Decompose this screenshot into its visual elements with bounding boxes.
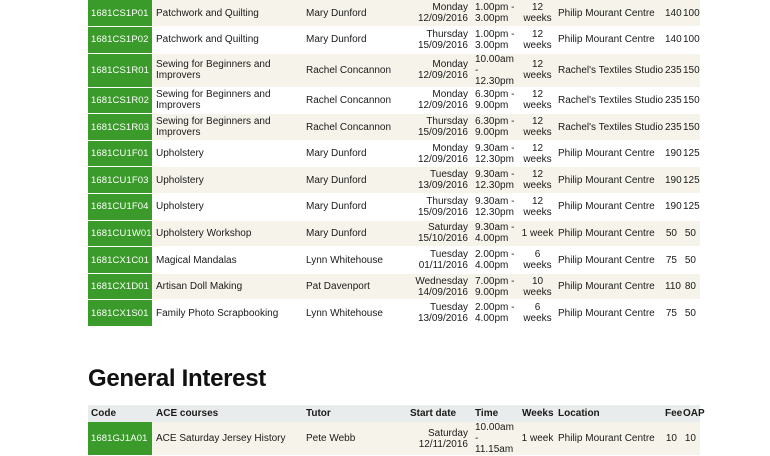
time-start: 10.00am - <box>475 53 514 76</box>
fee: 190 <box>665 140 683 167</box>
time <box>472 220 520 247</box>
course-name: Magical Mandalas <box>152 247 302 274</box>
start-date <box>406 422 472 456</box>
time <box>472 300 520 327</box>
tutor-name: Mary Dunford <box>302 27 406 54</box>
start-day: Tuesday <box>430 302 468 314</box>
location: Philip Mourant Centre <box>555 273 665 300</box>
location: Rachel's Textiles Studio <box>555 87 665 114</box>
location: Philip Mourant Centre <box>555 300 665 327</box>
start-date-value: 13/09/2016 <box>417 180 468 192</box>
weeks <box>520 114 555 141</box>
header-weeks: Weeks <box>520 405 555 422</box>
weeks-unit: weeks <box>523 39 552 51</box>
location: Philip Mourant Centre <box>555 0 665 27</box>
time <box>472 167 520 194</box>
start-date <box>406 300 472 327</box>
course-code: 1681CX1C01 <box>88 247 152 274</box>
tutor-name: Mary Dunford <box>302 194 406 221</box>
tutor-name: Rachel Concannon <box>302 87 406 114</box>
location: Philip Mourant Centre <box>555 247 665 274</box>
time <box>472 140 520 167</box>
weeks-count: 1 week <box>521 433 554 444</box>
course-code: 1681CS1P02 <box>88 27 152 54</box>
time-end: 4.00pm <box>475 260 509 272</box>
start-date <box>406 140 472 167</box>
header-oap: OAP <box>683 405 700 422</box>
weeks-count: 12 <box>531 89 544 101</box>
weeks-count: 12 <box>531 28 544 40</box>
time <box>472 194 520 221</box>
weeks <box>520 140 555 167</box>
time-end: 9.00pm <box>475 127 509 139</box>
time-start: 2.00pm - <box>475 302 515 314</box>
weeks-unit: weeks <box>523 70 552 82</box>
tutor-name: Mary Dunford <box>302 220 406 247</box>
weeks-unit: weeks <box>523 153 552 165</box>
header-time: Time <box>472 405 520 422</box>
oap-fee: 50 <box>683 300 700 327</box>
fee: 10 <box>665 422 683 456</box>
weeks-unit: weeks <box>523 100 552 112</box>
start-day: Tuesday <box>430 249 468 261</box>
start-date-value: 01/11/2016 <box>418 260 468 272</box>
course-name: Upholstery <box>152 140 302 167</box>
table-row <box>88 194 700 221</box>
start-date-value: 15/09/2016 <box>417 206 468 218</box>
fee: 190 <box>665 167 683 194</box>
time-start: 9.30am - <box>475 169 515 181</box>
start-date <box>406 167 472 194</box>
time-end: 11.15am <box>475 444 514 455</box>
start-date <box>406 27 472 54</box>
weeks-count: 12 <box>531 116 544 128</box>
start-date-value: 13/09/2016 <box>417 313 468 325</box>
tutor-name: Mary Dunford <box>302 167 406 194</box>
table-row <box>88 0 700 27</box>
start-date <box>406 87 472 114</box>
start-date-value: 12/11/2016 <box>418 438 468 450</box>
start-day: Saturday <box>427 222 468 234</box>
fee: 190 <box>665 194 683 221</box>
time <box>472 0 520 27</box>
start-date-value: 14/09/2016 <box>417 286 468 298</box>
time <box>472 273 520 300</box>
time-end: 4.00pm <box>475 313 509 325</box>
start-date-value: 12/09/2016 <box>417 100 468 112</box>
oap-fee: 80 <box>683 273 700 300</box>
header-fee: Fee <box>665 405 683 422</box>
start-date <box>406 273 472 300</box>
start-date <box>406 114 472 141</box>
time-start: 6.30pm - <box>475 116 515 128</box>
table-row <box>88 27 700 54</box>
time-start: 9.30am - <box>475 195 515 207</box>
time-end: 9.00pm <box>475 286 509 298</box>
time <box>472 27 520 54</box>
weeks-count: 6 <box>534 302 541 314</box>
course-name: Sewing for Beginners and Improvers <box>152 53 302 87</box>
course-name: Upholstery <box>152 167 302 194</box>
time-start: 9.30am - <box>475 222 515 234</box>
table-row <box>88 273 700 300</box>
location: Philip Mourant Centre <box>555 27 665 54</box>
time <box>472 422 520 456</box>
time <box>472 114 520 141</box>
weeks-unit: weeks <box>523 206 552 218</box>
header-location: Location <box>555 405 665 422</box>
location: Philip Mourant Centre <box>555 422 665 456</box>
tutor-name: Lynn Whitehouse <box>302 300 406 327</box>
weeks <box>520 300 555 327</box>
start-day: Monday <box>432 2 468 14</box>
weeks-unit: weeks <box>523 127 552 139</box>
time-end: 12.30pm <box>475 206 514 218</box>
course-code: 1681CU1F03 <box>88 167 152 194</box>
time <box>472 87 520 114</box>
location: Rachel's Textiles Studio <box>555 53 665 87</box>
course-code: 1681CX1D01 <box>88 273 152 300</box>
location: Philip Mourant Centre <box>555 140 665 167</box>
table-row <box>88 167 700 194</box>
fee: 75 <box>665 247 683 274</box>
fee: 235 <box>665 114 683 141</box>
weeks <box>520 167 555 194</box>
table-row <box>88 247 700 274</box>
course-code: 1681CU1F04 <box>88 194 152 221</box>
header-tutor: Tutor <box>302 405 406 422</box>
header-code: Code <box>88 405 152 422</box>
start-date-value: 15/10/2016 <box>417 233 468 245</box>
start-day: Thursday <box>426 116 468 128</box>
tutor-name: Pete Webb <box>302 422 406 456</box>
weeks <box>520 53 555 87</box>
weeks-count: 10 <box>531 275 544 287</box>
weeks <box>520 273 555 300</box>
tutor-name: Rachel Concannon <box>302 53 406 87</box>
table-row <box>88 53 700 87</box>
oap-fee: 150 <box>683 53 700 87</box>
course-name: Sewing for Beginners and Improvers <box>152 87 302 114</box>
oap-fee: 150 <box>683 87 700 114</box>
start-date <box>406 0 472 27</box>
time-end: 12.30pm <box>475 75 514 87</box>
course-code: 1681CU1F01 <box>88 140 152 167</box>
course-table-general-interest <box>88 405 705 456</box>
fee: 110 <box>665 273 683 300</box>
weeks-unit: weeks <box>523 313 552 325</box>
course-code: 1681CU1W01 <box>88 220 152 247</box>
time-start: 1.00pm - <box>475 28 515 40</box>
time-end: 4.00pm <box>475 233 509 245</box>
time <box>472 53 520 87</box>
fee: 235 <box>665 87 683 114</box>
header-start-date: Start date <box>406 405 472 422</box>
time-end: 12.30pm <box>475 153 514 165</box>
course-code: 1681CS1R03 <box>88 114 152 141</box>
start-day: Monday <box>432 59 468 71</box>
start-date <box>406 194 472 221</box>
oap-fee: 150 <box>683 114 700 141</box>
oap-fee: 125 <box>683 167 700 194</box>
start-date-value: 12/09/2016 <box>417 13 468 25</box>
start-day: Wednesday <box>415 275 468 287</box>
weeks <box>520 422 555 456</box>
location: Rachel's Textiles Studio <box>555 114 665 141</box>
table-header-row <box>88 405 700 422</box>
fee: 75 <box>665 300 683 327</box>
time <box>472 247 520 274</box>
weeks-count: 12 <box>531 2 544 14</box>
weeks <box>520 247 555 274</box>
tutor-name: Lynn Whitehouse <box>302 247 406 274</box>
fee: 50 <box>665 220 683 247</box>
weeks-unit: weeks <box>523 180 552 192</box>
time-start: 9.30am - <box>475 142 515 154</box>
time-end: 3.00pm <box>475 13 509 25</box>
tutor-name: Pat Davenport <box>302 273 406 300</box>
course-name: ACE Saturday Jersey History <box>152 422 302 456</box>
weeks-count: 12 <box>531 169 544 181</box>
start-day: Monday <box>432 89 468 101</box>
start-date-value: 15/09/2016 <box>417 39 468 51</box>
location: Philip Mourant Centre <box>555 194 665 221</box>
course-name: Upholstery Workshop <box>152 220 302 247</box>
course-table-textiles <box>88 0 700 327</box>
start-day: Saturday <box>427 427 468 439</box>
start-date-value: 12/09/2016 <box>417 153 468 165</box>
oap-fee: 125 <box>683 194 700 221</box>
time-end: 9.00pm <box>475 100 509 112</box>
course-name: Patchwork and Quilting <box>152 27 302 54</box>
course-name: Sewing for Beginners and Improvers <box>152 114 302 141</box>
weeks-unit: weeks <box>523 13 552 25</box>
time-start: 7.00pm - <box>475 275 515 287</box>
weeks <box>520 27 555 54</box>
weeks-unit: weeks <box>523 260 552 272</box>
start-date-value: 15/09/2016 <box>417 127 468 139</box>
weeks-unit: weeks <box>523 286 552 298</box>
start-date <box>406 53 472 87</box>
time-start: 6.30pm - <box>475 89 515 101</box>
table-row <box>88 87 700 114</box>
start-date <box>406 247 472 274</box>
oap-fee: 100 <box>683 0 700 27</box>
course-code: 1681GJ1A01 <box>88 422 152 456</box>
course-code: 1681CS1R01 <box>88 53 152 87</box>
weeks <box>520 194 555 221</box>
tutor-name: Rachel Concannon <box>302 114 406 141</box>
course-name: Family Photo Scrapbooking <box>152 300 302 327</box>
time-end: 3.00pm <box>475 39 509 51</box>
fee: 235 <box>665 53 683 87</box>
course-name: Artisan Doll Making <box>152 273 302 300</box>
time-start: 2.00pm - <box>475 249 515 261</box>
weeks-count: 6 <box>534 249 541 261</box>
oap-fee: 10 <box>683 422 700 456</box>
start-date <box>406 220 472 247</box>
table-row <box>88 220 700 247</box>
weeks-count: 12 <box>531 59 544 71</box>
tutor-name: Mary Dunford <box>302 140 406 167</box>
location: Philip Mourant Centre <box>555 167 665 194</box>
start-date-value: 12/09/2016 <box>417 70 468 82</box>
time-end: 12.30pm <box>475 180 514 192</box>
table-row <box>88 422 700 456</box>
weeks <box>520 87 555 114</box>
weeks-count: 12 <box>531 195 544 207</box>
oap-fee: 125 <box>683 140 700 167</box>
oap-fee: 50 <box>683 220 700 247</box>
location: Philip Mourant Centre <box>555 220 665 247</box>
oap-fee: 50 <box>683 247 700 274</box>
course-name: Patchwork and Quilting <box>152 0 302 27</box>
weeks-count: 12 <box>531 142 544 154</box>
start-day: Thursday <box>426 195 468 207</box>
fee: 140 <box>665 0 683 27</box>
time-start: 1.00pm - <box>475 2 515 14</box>
header-course: ACE courses <box>152 405 302 422</box>
oap-fee: 100 <box>683 27 700 54</box>
start-day: Monday <box>432 142 468 154</box>
start-day: Thursday <box>426 28 468 40</box>
table-row <box>88 140 700 167</box>
fee: 140 <box>665 27 683 54</box>
start-day: Tuesday <box>430 169 468 181</box>
course-code: 1681CS1R02 <box>88 87 152 114</box>
table-row <box>88 114 700 141</box>
course-code: 1681CS1P01 <box>88 0 152 27</box>
weeks <box>520 220 555 247</box>
table-row <box>88 300 700 327</box>
course-name: Upholstery <box>152 194 302 221</box>
weeks-count: 1 week <box>521 227 554 239</box>
course-code: 1681CX1S01 <box>88 300 152 327</box>
time-start: 10.00am - <box>475 422 514 444</box>
tutor-name: Mary Dunford <box>302 0 406 27</box>
section-title: General Interest <box>88 365 266 392</box>
weeks <box>520 0 555 27</box>
